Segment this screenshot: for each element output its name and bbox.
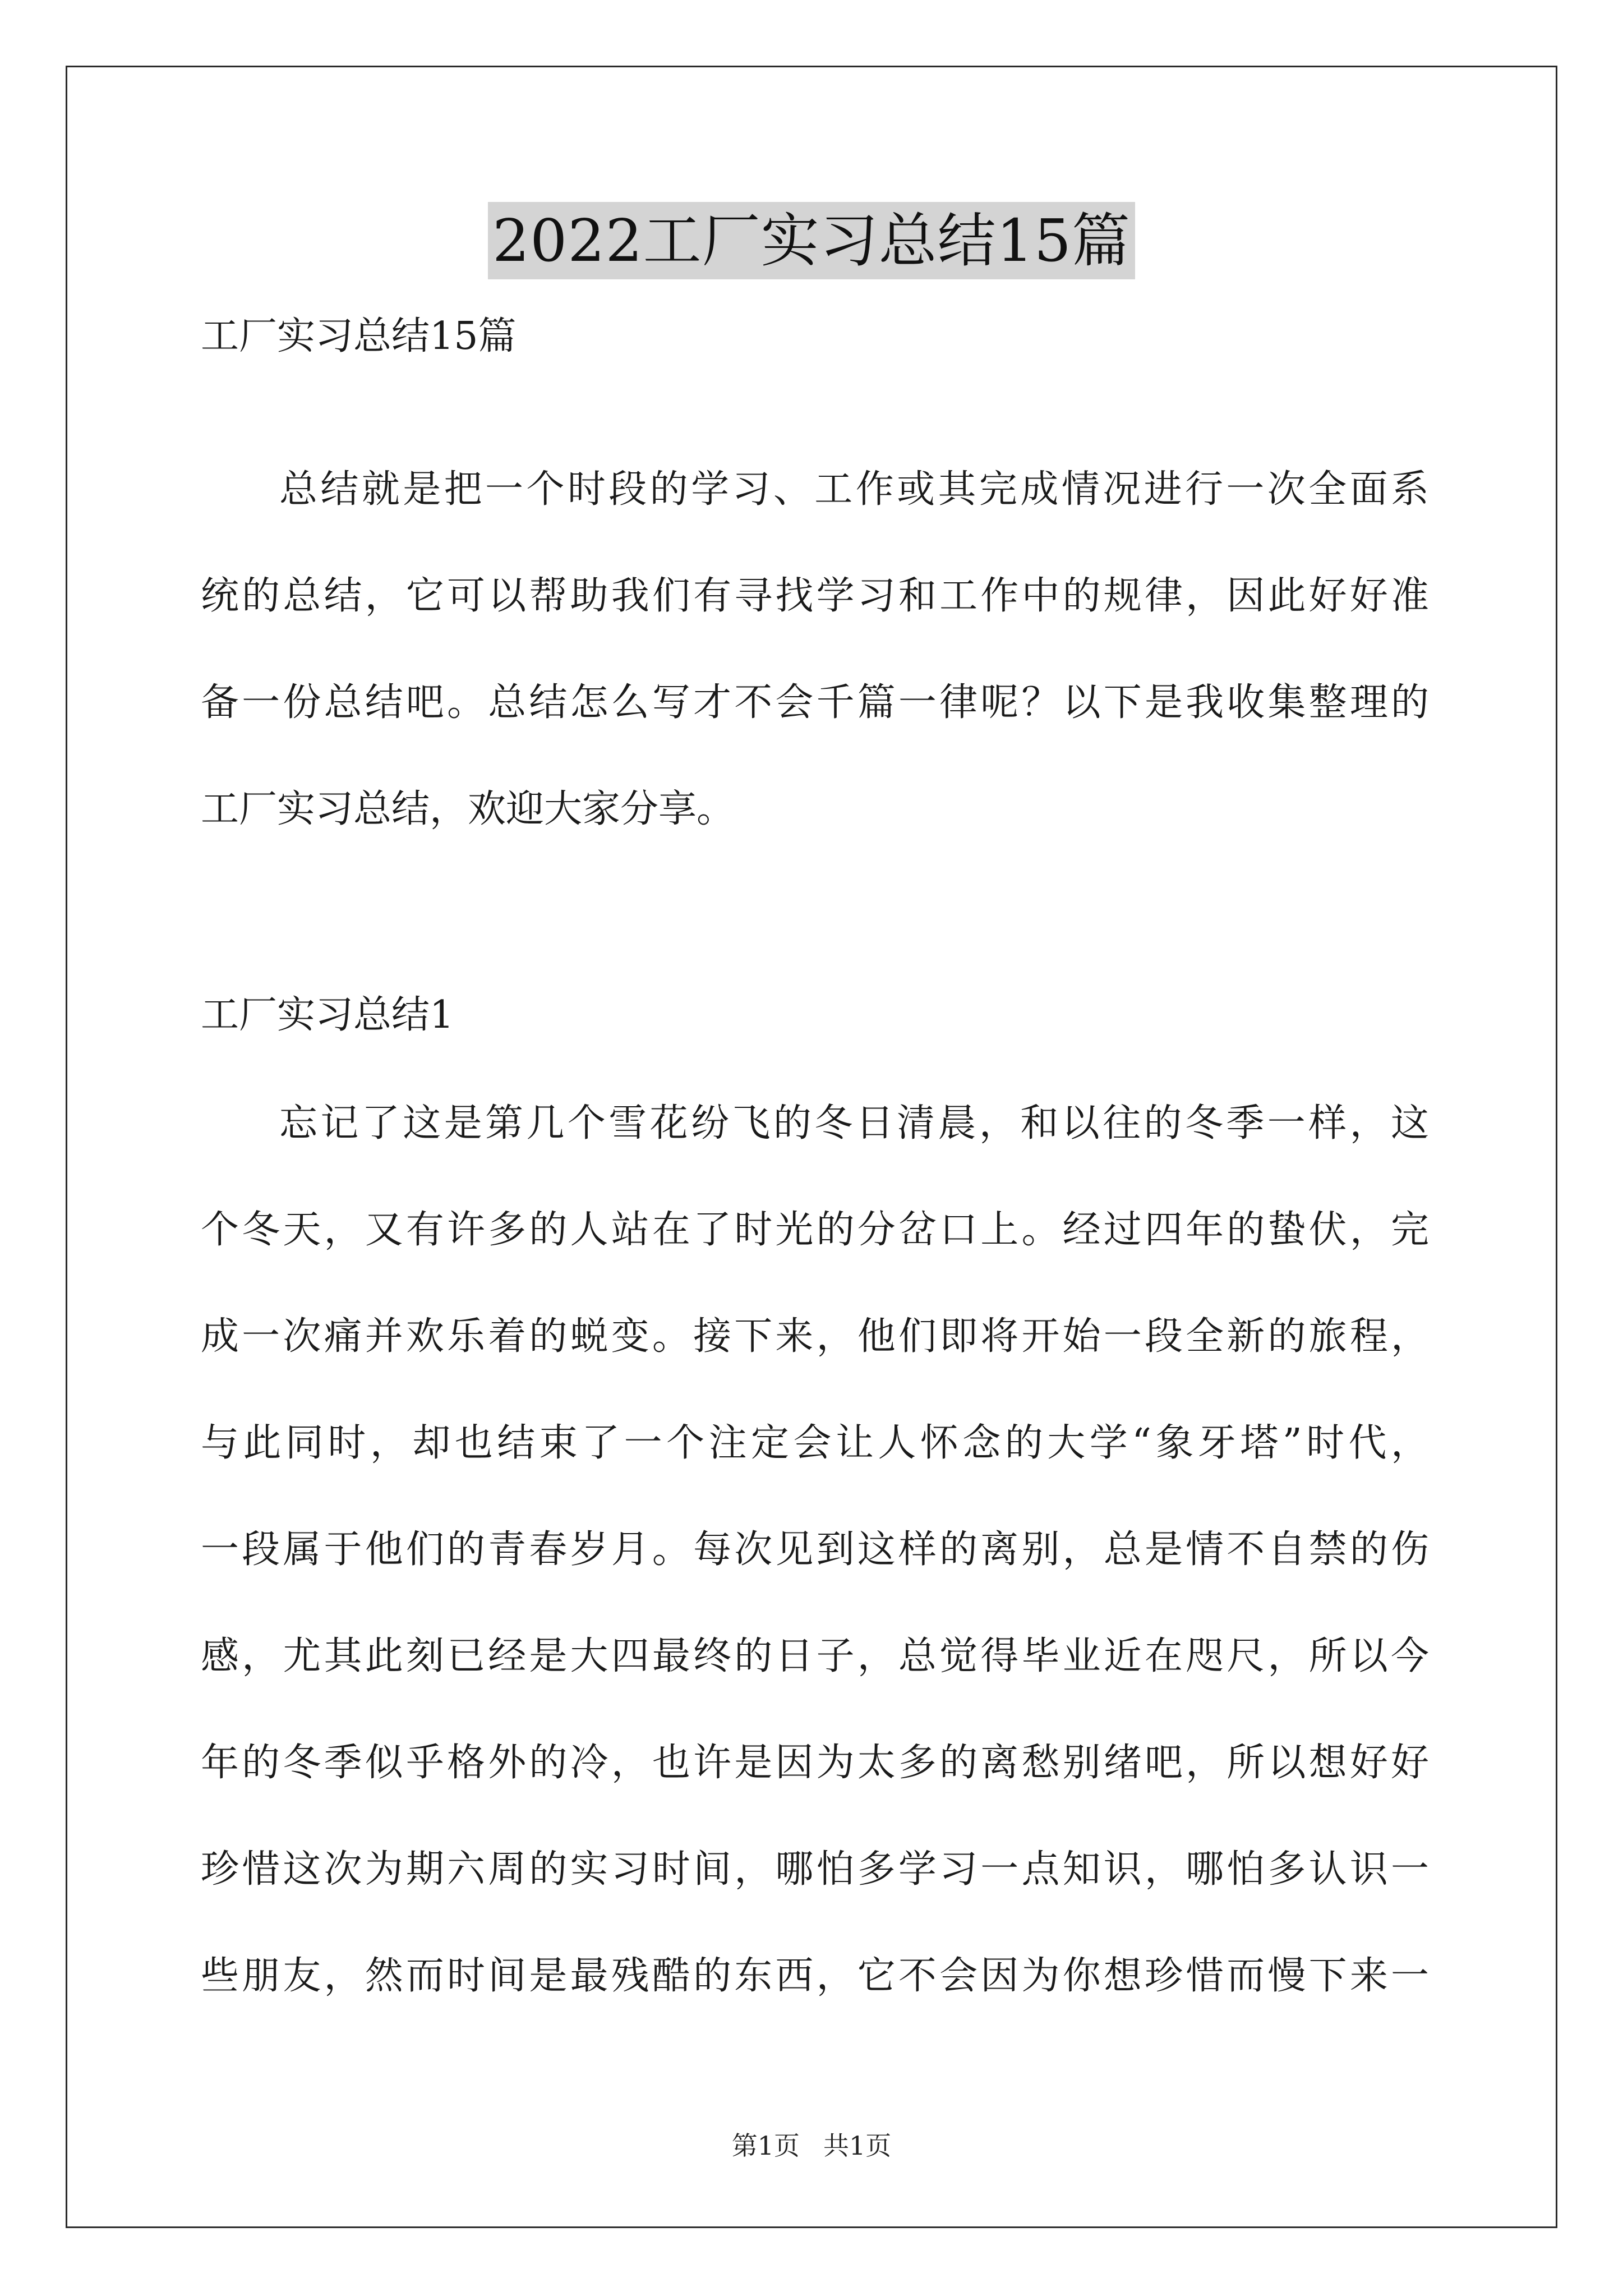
intro-line: 工厂实习总结，欢迎大家分享。 [201, 787, 735, 831]
title-container [0, 202, 1623, 279]
intro-paragraph [201, 436, 1429, 863]
section-line: 年的冬季似乎格外的冷，也许是因为太多的离愁别绪吧，所以想好好 [201, 1741, 1429, 1785]
page-number: 第1页 [731, 2131, 800, 2161]
section-line: 一段属于他们的青春岁月。每次见到这样的离别，总是情不自禁的伤 [201, 1527, 1429, 1572]
section-line: 些朋友，然而时间是最残酷的东西，它不会因为你想珍惜而慢下来一 [201, 1954, 1429, 1998]
section-line: 感，尤其此刻已经是大四最终的日子，总觉得毕业近在咫尺，所以今 [201, 1634, 1429, 1678]
section-line: 与此同时，却也结束了一个注定会让人怀念的大学“象牙塔”时代， [201, 1421, 1429, 1465]
section-paragraph [201, 1070, 1429, 2030]
section-heading: 工厂实习总结1 [201, 993, 454, 1037]
page-total: 共1页 [823, 2131, 892, 2161]
section-line: 成一次痛并欢乐着的蜕变。接下来，他们即将开始一段全新的旅程， [201, 1314, 1429, 1359]
intro-line: 统的总结，它可以帮助我们有寻找学习和工作中的规律，因此好好准 [201, 574, 1429, 618]
intro-line: 备一份总结吧。总结怎么写才不会千篇一律呢？以下是我收集整理的 [201, 680, 1429, 725]
page-footer [0, 2129, 1623, 2162]
section-line: 个冬天，又有许多的人站在了时光的分岔口上。经过四年的蛰伏，完 [201, 1208, 1429, 1252]
section-line: 珍惜这次为期六周的实习时间，哪怕多学习一点知识，哪怕多认识一 [201, 1847, 1429, 1892]
document-subtitle: 工厂实习总结15篇 [201, 314, 517, 358]
document-title: 2022工厂实习总结15篇 [488, 202, 1135, 279]
intro-line: 总结就是把一个时段的学习、工作或其完成情况进行一次全面系 [279, 467, 1429, 512]
section-line: 忘记了这是第几个雪花纷飞的冬日清晨，和以往的冬季一样，这 [279, 1101, 1429, 1145]
